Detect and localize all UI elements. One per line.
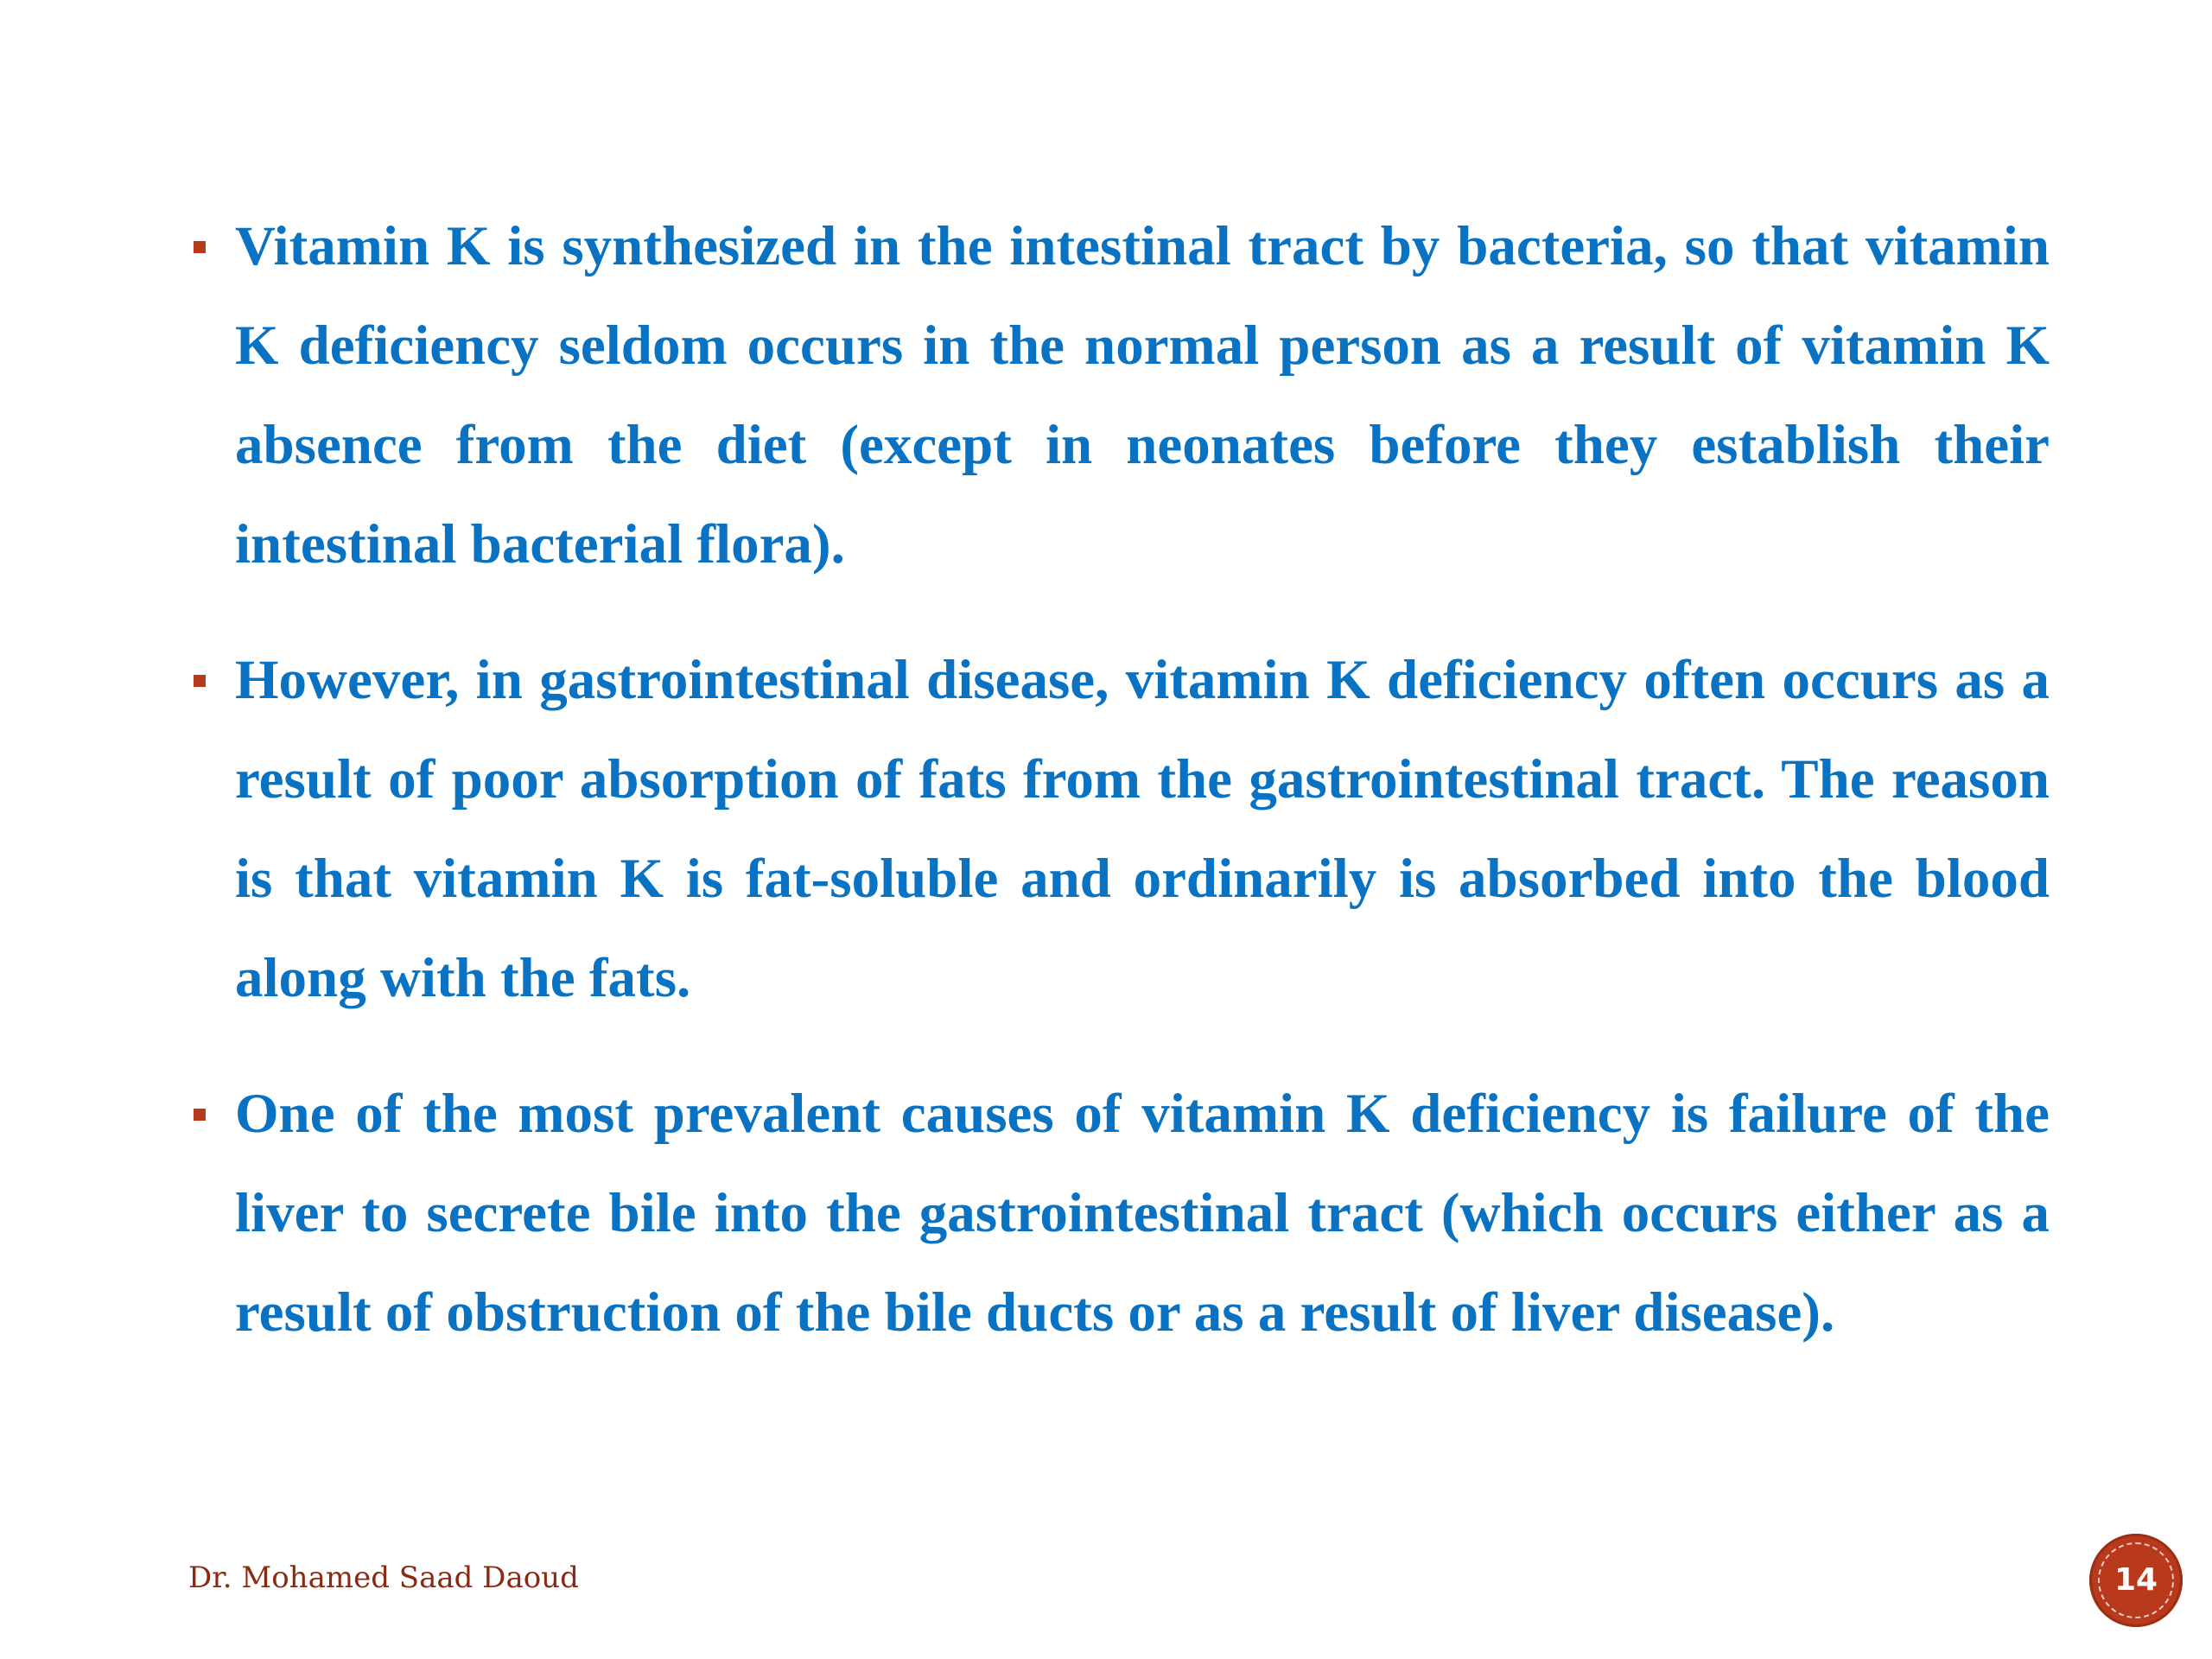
square-bullet-icon [194,1109,206,1121]
page-number-badge [2089,1534,2183,1627]
bullet-text: However, in gastrointestinal disease, vitamin K deficiency often occurs as a result of poor absorption of fats from the gastrointestinal tract. The reason is that vitamin K is fat-soluble and ordinarily is absorbed into the blood along with the fats. [235,649,2050,1009]
bullet-list [194,197,2050,1399]
bullet-text: Vitamin K is synthesized in the intestinal tract by bacteria, so that vitamin K deficiency seldom occurs in the normal person as a result of vitamin K absence from the diet (except in neonates before they establish their intestinal bacterial flora). [235,215,2050,575]
bullet-item [194,631,2050,1028]
bullet-item [194,1065,2050,1363]
footer-author: Dr. Mohamed Saad Daoud [188,1560,579,1595]
page-number: 14 [2113,1562,2158,1598]
bullet-item [194,197,2050,594]
bullet-text: One of the most prevalent causes of vitamin K deficiency is failure of the liver to secrete bile into the gastrointestinal tract (which occurs either as a result of obstruction of the bile ducts or as a result of liver disease). [235,1083,2050,1344]
square-bullet-icon [194,241,206,253]
square-bullet-icon [194,675,206,687]
